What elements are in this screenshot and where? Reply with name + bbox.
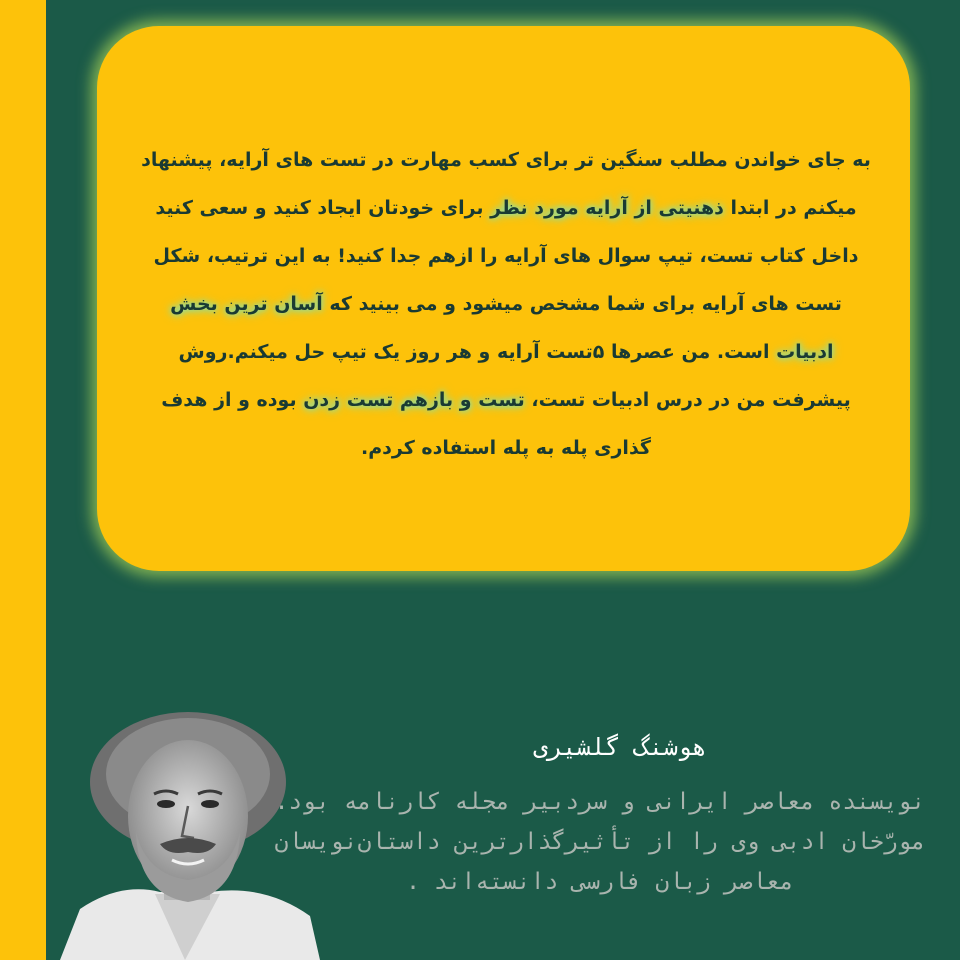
quote-part-1: به جای خواندن مطلب سنگین تر برای کسب مهارت در تست های آرایه، پیشنهاد میکنم در ابتدا — [141, 149, 871, 219]
author-name: هوشنگ گلشیری — [533, 733, 707, 761]
quote-highlight-2: آسان ترین بخش ادبیات — [170, 293, 834, 363]
author-bio: نویسنده معاصر ایرانی و سردبیر مجله کارنامه بود. مورّخان ادبی وی را از تأثیرگذارترین داستان‌نویسان معاصر زبان فارسی دانسته‌اند . — [274, 789, 926, 895]
quote-part-4: بوده و از هدف گذاری پله به پله استفاده کردم. — [161, 389, 651, 459]
left-accent-bar — [0, 0, 46, 960]
quote-part-2: برای خودتان ایجاد کنید و سعی کنید داخل کتاب تست، تیپ سوال های آرایه را ازهم جدا کنید! به این ترتیب، شکل تست های آرایه برای شما مشخص میشود و می بینید که — [153, 197, 859, 315]
quote-highlight-1: ذهنیتی از آرایه مورد نظر — [490, 197, 724, 219]
quote-part-3: است. من عصرها ۵تست آرایه و هر روز یک تیپ حل میکنم.روش پیشرفت من در درس ادبیات تست، — [178, 341, 851, 411]
quote-text — [140, 136, 872, 472]
quote-highlight-3: تست و بازهم تست زدن — [303, 389, 525, 411]
